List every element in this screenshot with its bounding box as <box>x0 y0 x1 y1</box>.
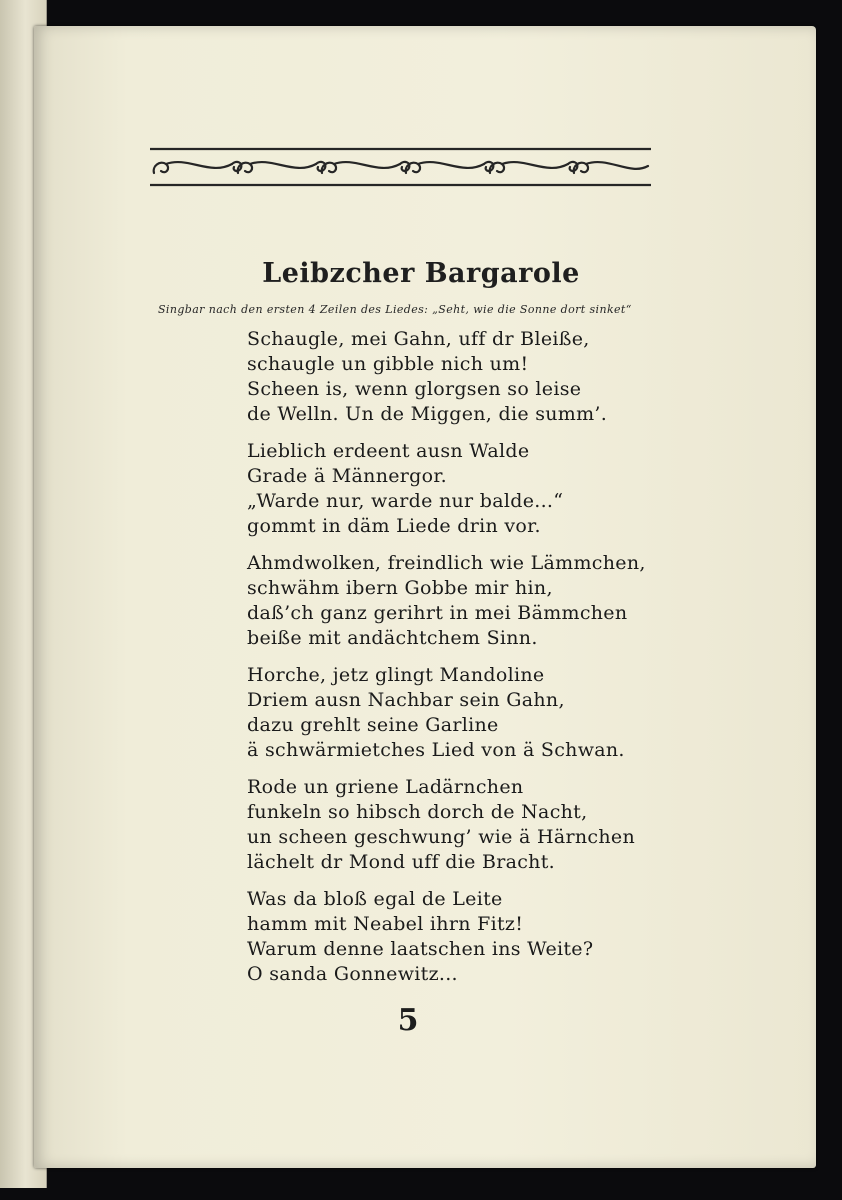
poem-line: Rode un griene Ladärnchen <box>247 776 524 798</box>
poem-line: un scheen geschwung’ wie ä Härnchen <box>247 826 635 848</box>
poem-title: Leibzcher Bargarole <box>262 258 580 289</box>
poem-line: lächelt dr Mond uff die Bracht. <box>247 851 555 873</box>
stanza <box>247 887 667 987</box>
poem-line: Ahmdwolken, freindlich wie Lämmchen, <box>247 552 646 574</box>
poem-line: beiße mit andächtchem Sinn. <box>247 627 538 649</box>
poem-line: dazu grehlt seine Garline <box>247 714 499 736</box>
poem-line: schwähm ibern Gobbe mir hin, <box>247 577 553 599</box>
poem-line: O sanda Gonnewitz... <box>247 963 458 985</box>
page-number: 5 <box>397 1003 419 1038</box>
poem-line: Lieblich erdeent ausn Walde <box>247 440 530 462</box>
poem-line: „Warde nur, warde nur balde...“ <box>247 490 564 512</box>
stanza <box>247 551 667 651</box>
poem-line: schaugle un gibble nich um! <box>247 353 529 375</box>
poem-line: hamm mit Neabel ihrn Fitz! <box>247 913 524 935</box>
stanza <box>247 775 667 875</box>
stanza <box>247 439 667 539</box>
poem-subtitle: Singbar nach den ersten 4 Zeilen des Liedes: „Seht, wie die Sonne dort sinket“ <box>158 303 632 316</box>
stanza <box>247 663 667 763</box>
poem-line: Grade ä Männergor. <box>247 465 448 487</box>
poem-line: de Welln. Un de Miggen, die summ’. <box>247 403 608 425</box>
poem-line: daß’ch ganz gerihrt in mei Bämmchen <box>247 602 628 624</box>
poem-line: Driem ausn Nachbar sein Gahn, <box>247 689 565 711</box>
poem-line: Was da bloß egal de Leite <box>247 888 503 910</box>
poem-line: Scheen is, wenn glorgsen so leise <box>247 378 582 400</box>
poem-line: gommt in däm Liede drin vor. <box>247 515 541 537</box>
poem-line: Horche, jetz glingt Mandoline <box>247 664 545 686</box>
poem-line: funkeln so hibsch dorch de Nacht, <box>247 801 588 823</box>
poem-line: Warum denne laatschen ins Weite? <box>247 938 594 960</box>
poem-line: Schaugle, mei Gahn, uff dr Bleiße, <box>247 328 590 350</box>
decorative-ornament-border <box>148 146 653 188</box>
stanza <box>247 327 667 427</box>
poem-line: ä schwärmietches Lied von ä Schwan. <box>247 739 625 761</box>
poem-body <box>247 327 667 999</box>
